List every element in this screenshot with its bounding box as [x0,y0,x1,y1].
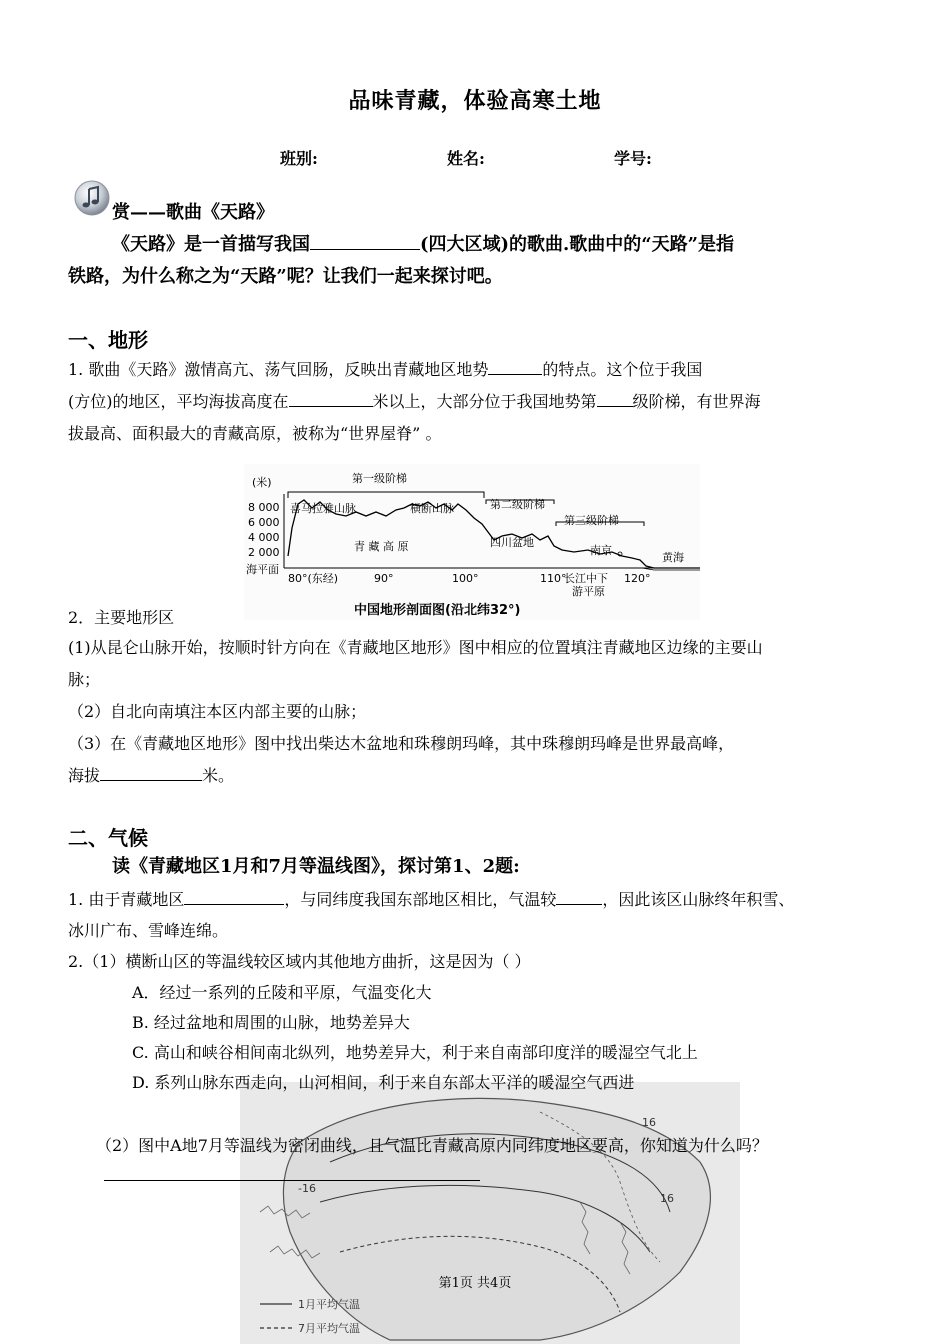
terrain-q1-text-2b: 米以上，大部分位于我国地势第 [372,392,597,411]
terrain-q2-1: (1)从昆仑山脉开始，按顺时针方向在《青藏地区地形》图中相应的位置填注青藏地区边缘的主要山 [68,638,763,657]
fig-himalaya: 喜马拉雅山脉 [290,502,356,515]
section-climate-heading: 二、气候 [68,826,148,850]
terrain-q1-line1 [68,355,702,385]
fig-x-80: 80°(东经) [288,572,339,585]
fig-step2: 第二级阶梯 [490,498,545,511]
intro-text-1a: 《天路》是一首描写我国 [112,234,310,255]
terrain-q2-3: （3）在《青藏地区地形》图中找出柴达木盆地和珠穆朗玛峰，其中珠穆朗玛峰是世界最高峰， [68,734,735,753]
fig-step1: 第一级阶梯 [352,472,407,485]
music-note-icon [72,178,112,218]
fig-hengduan: 横断山脉 [410,502,454,515]
fig-x-90: 90° [374,572,394,585]
fig-x-110: 110° [540,572,567,585]
climate-q1-text-a: 1. 由于青藏地区 [68,890,185,909]
terrain-q2-title: 2．主要地形区 [68,608,175,627]
fig-caption: 中国地形剖面图(沿北纬32°) [354,603,521,618]
option-b[interactable]: B. 经过盆地和周围的山脉，地势差异大 [132,1013,410,1032]
isotherm-map [240,1082,740,1344]
terrain-q1-line3: 拔最高、面积最大的青藏高原，被称为“世界屋脊” 。 [68,424,442,443]
map-isotherm-a: 16 [642,1116,656,1129]
page-footer: 第1页 共4页 [438,1276,512,1291]
terrain-q2-text-4b: 米。 [202,766,235,785]
fig-yangtze-2: 游平原 [572,585,605,598]
student-id-label: 学号: [614,149,652,168]
fig-yangtze-1: 长江中下 [564,572,608,585]
option-a[interactable]: A．经过一系列的丘陵和平原，气温变化大 [132,983,432,1002]
climate-q2-2: （2）图中A地7月等温线为密闭曲线，且气温比青藏高原内同纬度地区要高，你知道为什么吗？ [96,1136,768,1155]
answer-line[interactable] [104,1180,480,1181]
map-isotherm-b: -16 [298,1182,316,1195]
climate-q1-text-b: ，与同纬度我国东部地区相比，气温较 [284,890,557,909]
fig-x-100: 100° [452,572,479,585]
fig-nanjing: 南京 [590,544,612,557]
terrain-q2-text-4a: 海拔 [68,766,101,785]
fig-ytick-8000: 8 000 [248,501,280,514]
terrain-q1-text-1a: 1. 歌曲《天路》激情高亢、荡气回肠，反映出青藏地区地势 [68,360,489,379]
terrain-feature-blank[interactable] [488,356,542,375]
option-d[interactable]: D. 系列山脉东西走向，山河相间，利于来自东部太平洋的暖湿空气西进 [132,1073,635,1092]
name-label: 姓名: [447,149,485,168]
terrain-q1-text-2c: 级阶梯，有世界海 [632,392,761,411]
climate-q2: 2.（1）横断山区的等温线较区域内其他地方曲折，这是因为（ ） [68,952,531,971]
terrain-q1-text-1b: 的特点。这个位于我国 [542,360,703,379]
terrain-q2-4 [68,761,234,791]
class-label: 班别: [280,149,318,168]
terrain-q1-line2 [68,387,761,417]
climate-q1-text-c: ，因此该区山脉终年积雪、 [602,890,795,909]
region-blank[interactable] [310,231,420,250]
legend-jul: 7月平均气温 [298,1322,360,1335]
terrain-q2-2: （2）自北向南填注本区内部主要的山脉； [68,702,367,721]
fig-yellow-sea: 黄海 [662,551,684,564]
intro-heading: 赏——歌曲《天路》 [112,202,274,223]
temperature-blank[interactable] [556,886,602,905]
option-c[interactable]: C. 高山和峡谷相间南北纵列，地势差异大，利于来自南部印度洋的暖湿空气北上 [132,1043,698,1062]
fig-plateau: 青 藏 高 原 [354,540,409,553]
intro-text-1b: (四大区域)的歌曲.歌曲中的“天路”是指 [420,234,735,255]
page-title: 品味青藏，体验高寒土地 [348,88,602,114]
fig-unit: (米) [252,476,272,489]
altitude-blank[interactable] [289,388,373,407]
step-blank[interactable] [597,388,633,407]
fig-ytick-6000: 6 000 [248,516,280,529]
intro-line-1 [112,230,734,260]
terrain-q1-text-2a: (方位)的地区，平均海拔高度在 [68,392,289,411]
terrain-q2-1b: 脉； [68,670,101,689]
fig-x-120: 120° [624,572,651,585]
climate-reason-blank[interactable] [184,886,284,905]
section-terrain-heading: 一、地形 [68,328,148,352]
legend-jan: 1月平均气温 [298,1298,360,1311]
terrain-profile-figure [244,464,700,620]
fig-ytick-4000: 4 000 [248,531,280,544]
fig-step3: 第三级阶梯 [564,514,619,527]
intro-line-2: 铁路，为什么称之为“天路”呢？让我们一起来探讨吧。 [68,266,503,287]
climate-lead: 读《青藏地区1月和7月等温线图》，探讨第1、2题: [112,856,520,877]
fig-sea-level: 海平面 [246,563,279,576]
everest-height-blank[interactable] [100,762,202,781]
map-isotherm-c: 16 [660,1192,674,1205]
fig-ytick-2000: 2 000 [248,546,280,559]
climate-q1-line2: 冰川广布、雪峰连绵。 [68,921,229,940]
climate-q1-line1 [68,885,794,915]
fig-sichuan: 四川盆地 [490,536,534,549]
